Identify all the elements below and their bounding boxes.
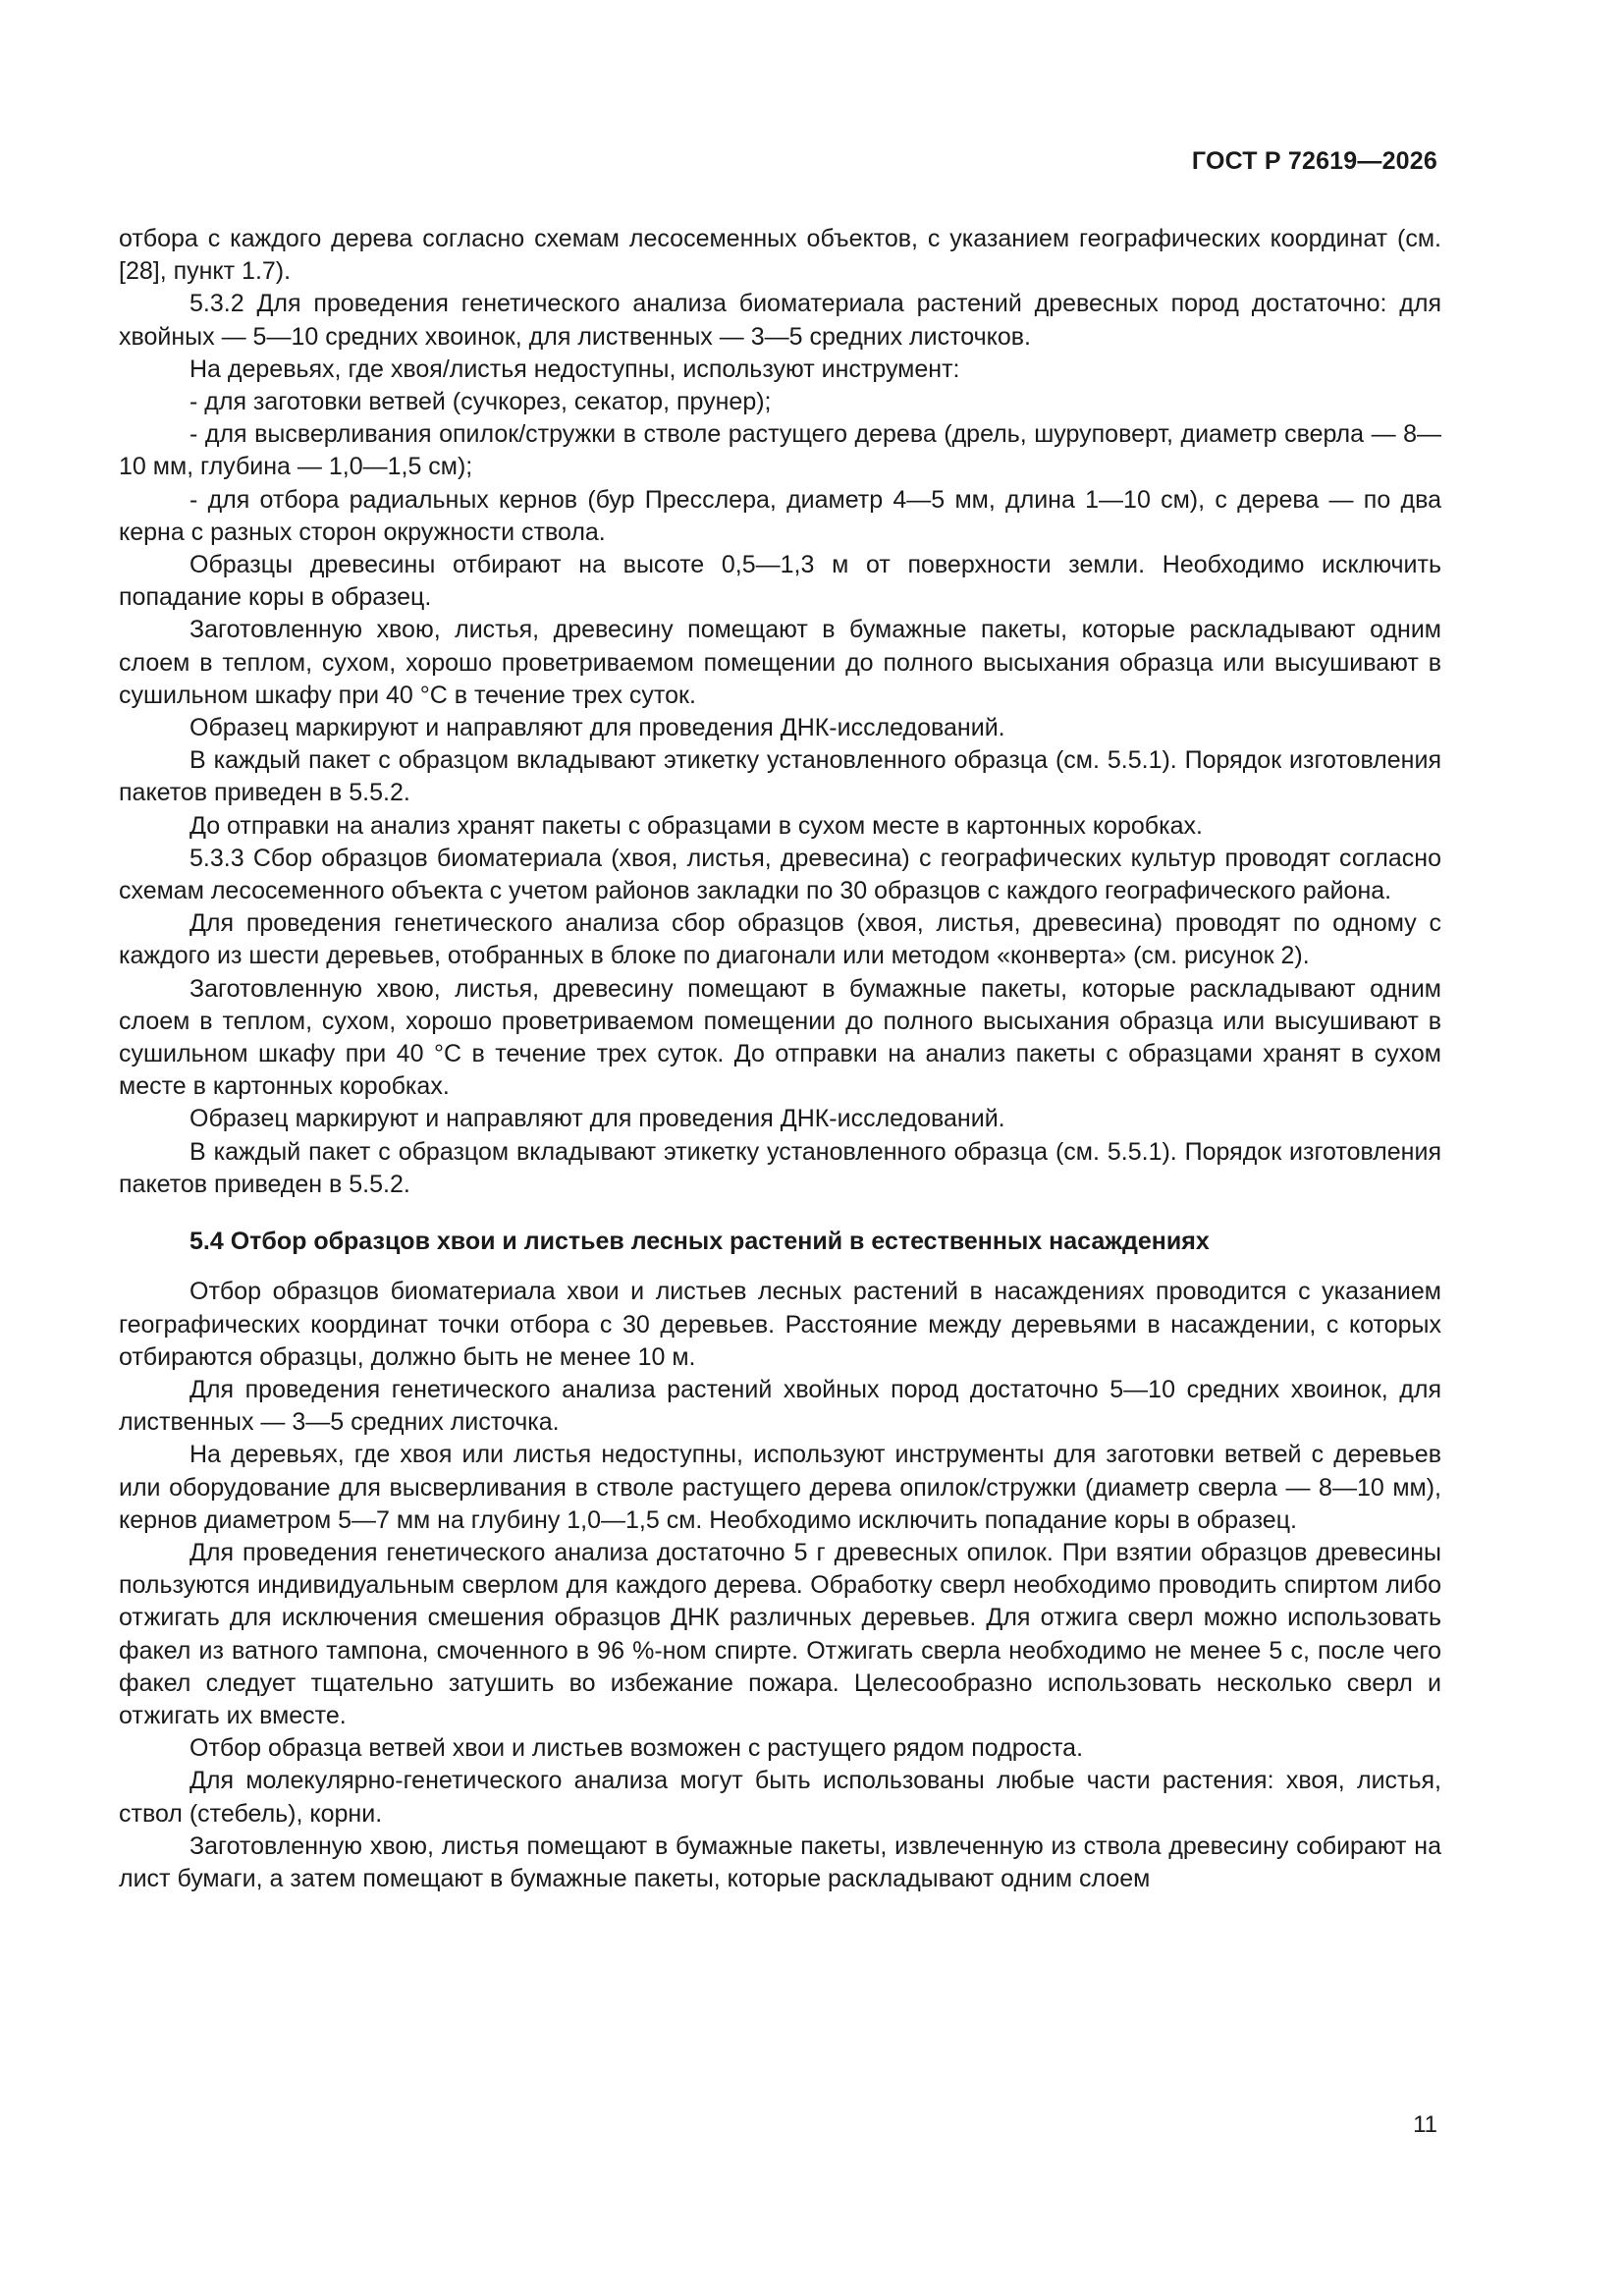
paragraph-wood-height: Образцы древесины отбирают на высоте 0,5—1,3 м от поверхности земли. Необходимо исключить попадание коры в образец. [119, 551, 1441, 612]
paragraph-natural-stands: Отбор образцов биоматериала хвои и листьев лесных растений в насаждениях проводится с указанием географических координат точки отбора с 30 деревьев. Расстояние между деревьями в насаждении, с которых отбираются образцы, должно быть не менее 10 м. [119, 1278, 1441, 1371]
paragraph-drying: Заготовленную хвою, листья, древесину помещают в бумажные пакеты, которые раскладывают одним слоем в теплом, сухом, хорошо проветриваемом помещении до полного высыхания образца или высушивают в сушильном шкафу при 40 °С в течение трех суток. [119, 616, 1441, 709]
paragraph-label-insert-2: В каждый пакет с образцом вкладывают этикетку установленного образца (см. 5.5.1). Порядок изготовления пакетов приведен в 5.5.2. [119, 1137, 1441, 1198]
section-heading-5-4: 5.4 Отбор образцов хвои и листьев лесных растений в естественных насаждениях [189, 1228, 1210, 1256]
list-item-cores: - для отбора радиальных кернов (бур Пресслера, диаметр 4—5 мм, длина 1—10 см), с дерева — по два керна с разных сторон окружности ствола. [119, 485, 1441, 546]
list-item-drilling: - для высверливания опилок/стружки в стволе растущего дерева (дрель, шуруповерт, диаметр сверла — 8—10 мм, глубина — 1,0—1,5 см); [119, 420, 1441, 481]
paragraph-5-3-2: 5.3.2 Для проведения генетического анализа биоматериала растений древесных пород достаточно: для хвойных — 5—10 средних хвоинок, для лиственных — 3—5 средних листочков. [119, 290, 1441, 351]
document-code-header: ГОСТ Р 72619—2026 [1191, 147, 1437, 175]
paragraph-label-insert: В каждый пакет с образцом вкладывают этикетку установленного образца (см. 5.5.1). Порядок изготовления пакетов приведен в 5.5.2. [119, 746, 1441, 807]
document-body [119, 223, 1441, 1895]
paragraph-tools-natural: На деревьях, где хвоя или листья недоступны, используют инструменты для заготовки ветвей с деревьев или оборудование для высверливания в стволе растущего дерева опилок/стружки (диаметр сверла — 8—10 мм), кернов диаметром 5—7 мм на глубину 1,0—1,5 см. Необходимо исключить попадание коры в образец. [119, 1441, 1441, 1534]
paragraph-packaging: Заготовленную хвою, листья помещают в бумажные пакеты, извлеченную из ствола древесину собирают на лист бумаги, а затем помещают в бумажные пакеты, которые раскладывают одним слоем [119, 1831, 1441, 1892]
paragraph-tools-intro: На деревьях, где хвоя/листья недоступны, используют инструмент: [189, 355, 960, 383]
paragraph-labeling-2: Образец маркируют и направляют для проведения ДНК-исследований. [189, 1105, 1005, 1133]
paragraph-labeling: Образец маркируют и направляют для проведения ДНК-исследований. [189, 714, 1005, 742]
paragraph-drill-sterilization: Для проведения генетического анализа достаточно 5 г древесных опилок. При взятии образцов древесины пользуются индивидуальным сверлом для каждого дерева. Обработку сверл необходимо проводить спиртом либо отжигать для исключения смешения образцов ДНК различных деревьев. Для отжига сверл можно использовать факел из ватного тампона, смоченного в 96 %-ном спирте. Отжигать сверла необходимо не менее 5 с, после чего факел следует тщательно затушить во избежание пожара. Целесообразно использовать несколько сверл и отжигать их вместе. [119, 1538, 1441, 1729]
paragraph-undergrowth: Отбор образца ветвей хвои и листьев возможен с растущего рядом подроста. [189, 1734, 1084, 1763]
paragraph-needles-count: Для проведения генетического анализа растений хвойных пород достаточно 5—10 средних хвоинок, для лиственных — 3—5 средних листочка. [119, 1375, 1441, 1437]
paragraph-continued: отбора с каждого дерева согласно схемам лесосеменных объектов, с указанием географических координат (см. [28], пункт 1.7). [119, 225, 1441, 286]
paragraph-envelope-method: Для проведения генетического анализа сбор образцов (хвоя, листья, древесина) проводят по одному с каждого из шести деревьев, отобранных в блоке по диагонали или методом «конверта» (см. рисунок 2). [119, 909, 1441, 970]
paragraph-drying-storage: Заготовленную хвою, листья, древесину помещают в бумажные пакеты, которые раскладывают одним слоем в теплом, сухом, хорошо проветриваемом помещении до полного высыхания образца или высушивают в сушильном шкафу при 40 °С в течение трех суток. До отправки на анализ пакеты с образцами хранят в сухом месте в картонных коробках. [119, 974, 1441, 1101]
list-item-branches: - для заготовки ветвей (сучкорез, секатор, прунер); [189, 388, 772, 416]
paragraph-plant-parts: Для молекулярно-генетического анализа могут быть использованы любые части растения: хвоя, листья, ствол (стебель), корни. [119, 1767, 1441, 1828]
paragraph-storage: До отправки на анализ хранят пакеты с образцами в сухом месте в картонных коробках. [189, 811, 1203, 840]
page-number: 11 [1413, 2111, 1437, 2138]
paragraph-5-3-3: 5.3.3 Сбор образцов биоматериала (хвоя, листья, древесина) с географических культур проводят согласно схемам лесосеменного объекта с учетом районов закладки по 30 образцов с каждого географического района. [119, 844, 1441, 905]
